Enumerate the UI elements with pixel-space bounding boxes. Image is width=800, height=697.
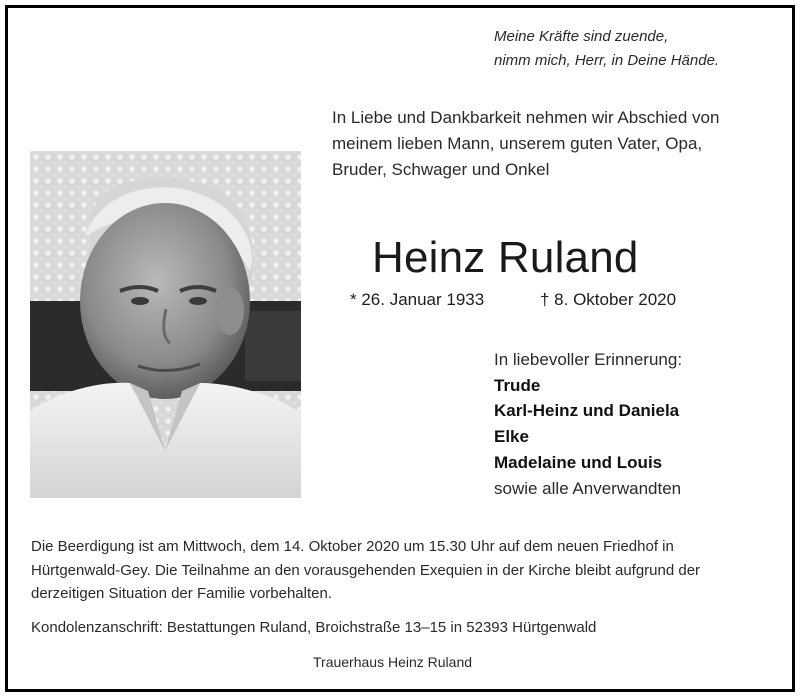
mourner-name: Elke [494,427,529,447]
intro-line: In Liebe und Dankbarkeit nehmen wir Abschied von [332,108,720,127]
funeral-line: derzeitigen Situation der Familie vorbehalten. [31,585,333,602]
funeral-line: Hürtgenwald-Gey. Die Teilnahme an den vorausgehenden Exequien in der Kirche bleibt aufgrund der [31,561,701,579]
signature: Trauerhaus Heinz Ruland [313,654,473,670]
mourner-name: Trude [494,375,541,395]
verse [494,25,719,73]
deceased-name: Heinz Ruland [372,233,639,282]
mourners-heading: In liebevoller Erinnerung: [494,350,683,369]
mourner-name: Karl-Heinz und Daniela [494,401,680,421]
intro-text [332,105,719,183]
intro-line: meinem lieben Mann, unserem guten Vater, Opa, [332,134,703,153]
funeral-info [31,535,700,606]
mourners-closing: sowie alle Anverwandten [494,478,682,498]
funeral-line: Die Beerdigung ist am Mittwoch, dem 14. Oktober 2020 um 15.30 Uhr auf dem neuen Friedhof in [31,538,674,555]
mourners-list [494,347,682,501]
birth-date: * 26. Januar 1933 [350,290,485,309]
mourner-name: Madelaine und Louis [494,452,663,472]
death-date: † 8. Oktober 2020 [540,290,677,309]
verse-line: nimm mich, Herr, in Deine Hände. [494,52,720,69]
verse-line: Meine Kräfte sind zuende, [494,28,669,45]
condolence-address: Kondolenzanschrift: Bestattungen Ruland, Broichstraße 13–15 in 52393 Hürtgenwald [31,619,597,636]
portrait-photo [30,151,301,498]
intro-line: Bruder, Schwager und Onkel [332,160,550,179]
